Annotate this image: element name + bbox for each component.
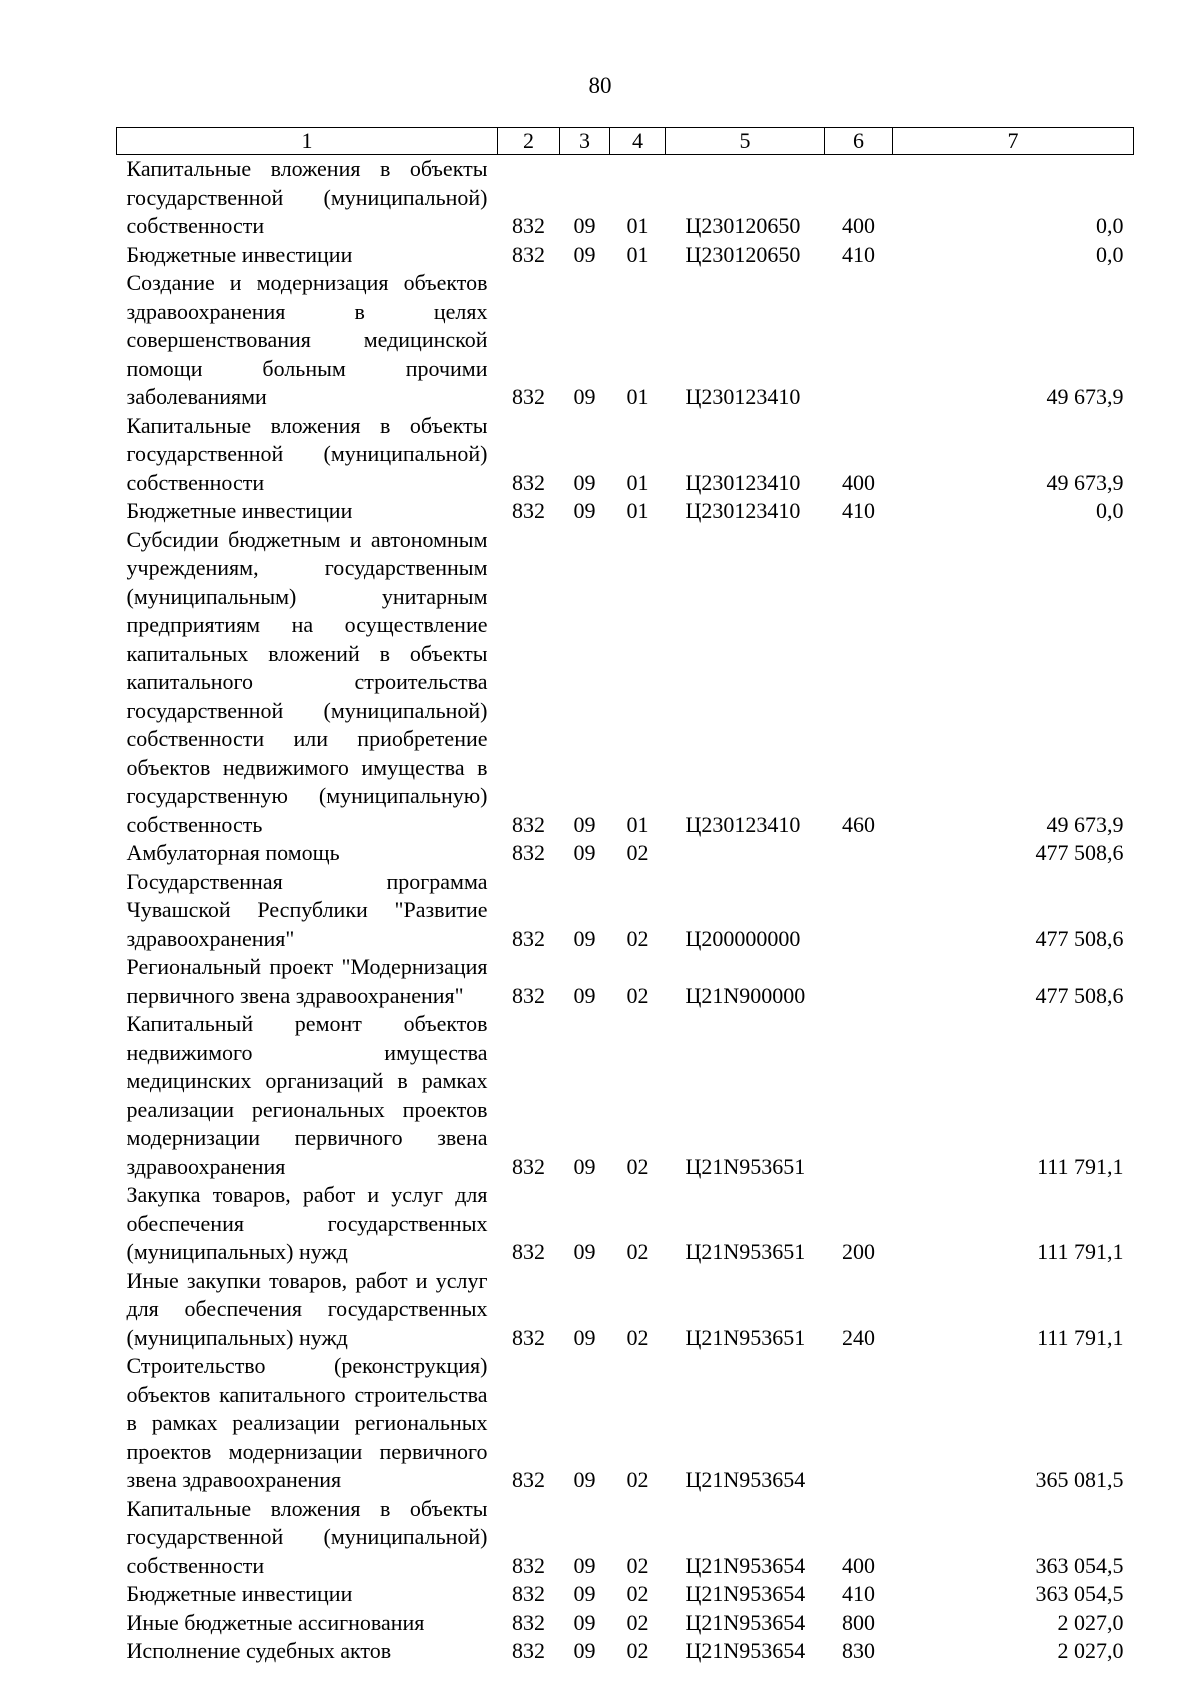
ministry-code-cell: 832 — [512, 811, 545, 837]
ministry-code-cell: 832 — [512, 213, 545, 238]
table-row — [117, 497, 1134, 526]
amount-cell: 477 508,6 — [1035, 982, 1124, 1008]
amount-cell: 111 791,1 — [1037, 1324, 1124, 1350]
amount-cell: 49 673,9 — [1046, 384, 1124, 409]
item-name-cell: Амбулаторная помощь — [126, 840, 340, 865]
section-code-cell: 09 — [573, 1467, 596, 1492]
expense-type-code-cell: 410 — [842, 498, 875, 523]
section-code-cell: 09 — [573, 925, 596, 951]
ministry-code-cell: 832 — [512, 498, 545, 523]
section-code-cell: 09 — [573, 384, 596, 409]
table-row — [117, 839, 1134, 868]
expense-type-code-cell: 830 — [842, 1638, 875, 1663]
target-article-code-cell: Ц21N953654 — [685, 1609, 806, 1635]
expense-type-code-cell: 460 — [842, 811, 875, 837]
amount-cell: 2 027,0 — [1057, 1609, 1124, 1635]
table-row — [117, 526, 1134, 840]
target-article-code-cell: Ц230123410 — [685, 811, 801, 837]
target-article-code-cell: Ц200000000 — [685, 925, 801, 951]
section-code-cell: 09 — [573, 1552, 596, 1578]
amount-cell: 49 673,9 — [1046, 811, 1124, 837]
column-header-1: 1 — [117, 128, 498, 155]
table-row — [117, 412, 1134, 498]
expense-type-code-cell — [825, 953, 893, 1010]
expense-type-code-cell: 410 — [842, 1581, 875, 1606]
item-name-cell: Бюджетные инвестиции — [126, 498, 353, 523]
subsection-code-cell: 02 — [626, 840, 649, 865]
ministry-code-cell: 832 — [512, 925, 545, 951]
subsection-code-cell: 02 — [626, 982, 649, 1008]
table-body — [117, 155, 1134, 1666]
ministry-code-cell: 832 — [512, 1324, 545, 1350]
section-code-cell: 09 — [573, 1638, 596, 1663]
table-row — [117, 868, 1134, 954]
item-name-cell: Закупка товаров, работ и услуг для обеспечения государственных (муниципальных) нужд — [126, 1182, 488, 1264]
table-row — [117, 953, 1134, 1010]
target-article-code-cell: Ц21N953654 — [685, 1581, 806, 1606]
amount-cell: 0,0 — [1096, 213, 1124, 238]
table-row — [117, 241, 1134, 270]
item-name-cell: Исполнение судебных актов — [126, 1638, 392, 1663]
section-code-cell: 09 — [573, 469, 596, 495]
subsection-code-cell: 02 — [626, 1153, 649, 1179]
table-row — [117, 269, 1134, 412]
section-code-cell: 09 — [573, 840, 596, 865]
target-article-code-cell: Ц21N900000 — [685, 982, 806, 1008]
amount-cell: 477 508,6 — [1035, 925, 1124, 951]
subsection-code-cell: 01 — [626, 384, 649, 409]
amount-cell: 111 791,1 — [1037, 1153, 1124, 1179]
ministry-code-cell: 832 — [512, 982, 545, 1008]
table-row — [117, 1495, 1134, 1581]
item-name-cell: Региональный проект "Модернизация первичного звена здравоохранения" — [126, 954, 488, 1008]
target-article-code-cell: Ц21N953651 — [685, 1153, 806, 1179]
target-article-code-cell: Ц230120650 — [685, 213, 801, 238]
section-code-cell: 09 — [573, 1153, 596, 1179]
item-name-cell: Бюджетные инвестиции — [126, 1581, 353, 1606]
table-row — [117, 1580, 1134, 1609]
target-article-code-cell: Ц21N953651 — [685, 1324, 806, 1350]
target-article-code-cell: Ц230120650 — [685, 241, 801, 267]
amount-cell: 363 054,5 — [1035, 1581, 1124, 1606]
ministry-code-cell: 832 — [512, 1153, 545, 1179]
target-article-code-cell: Ц21N953654 — [685, 1638, 806, 1663]
column-header-5: 5 — [666, 128, 825, 155]
column-header-4: 4 — [610, 128, 666, 155]
column-header-2: 2 — [498, 128, 560, 155]
section-code-cell: 09 — [573, 982, 596, 1008]
ministry-code-cell: 832 — [512, 1552, 545, 1578]
column-header-7: 7 — [893, 128, 1134, 155]
item-name-cell: Государственная программа Чувашской Республики "Развитие здравоохранения" — [126, 868, 488, 951]
table-row — [117, 1637, 1134, 1666]
ministry-code-cell: 832 — [512, 241, 545, 267]
target-article-code-cell: Ц21N953651 — [685, 1239, 806, 1264]
table-row — [117, 1010, 1134, 1181]
subsection-code-cell: 01 — [626, 241, 649, 267]
amount-cell: 0,0 — [1096, 241, 1124, 267]
item-name-cell: Субсидии бюджетным и автономным учреждениям, государственным (муниципальным) унитарным предприятиям на осуществление капитальных вложений в объекты капитального строительства государственной (муниципальной) собственности или приобретение объектов недвижимого имущества в государственную (муниципальную) собственность — [126, 526, 488, 837]
expense-type-code-cell — [825, 1352, 893, 1495]
section-code-cell: 09 — [573, 241, 596, 267]
item-name-cell: Бюджетные инвестиции — [126, 241, 353, 267]
expense-type-code-cell — [825, 868, 893, 954]
amount-cell: 49 673,9 — [1046, 469, 1124, 495]
expense-type-code-cell: 410 — [842, 241, 875, 267]
table-row — [117, 1352, 1134, 1495]
item-name-cell: Строительство (реконструкция) объектов капитального строительства в рамках реализации региональных проектов модернизации первичного звена здравоохранения — [126, 1353, 488, 1492]
expense-type-code-cell: 200 — [842, 1239, 875, 1264]
section-code-cell: 09 — [573, 1239, 596, 1264]
ministry-code-cell: 832 — [512, 1239, 545, 1264]
section-code-cell: 09 — [573, 811, 596, 837]
expense-type-code-cell: 800 — [842, 1609, 875, 1635]
budget-table — [116, 127, 1134, 1666]
section-code-cell: 09 — [573, 1581, 596, 1606]
item-name-cell: Капитальные вложения в объекты государственной (муниципальной) собственности — [126, 412, 488, 495]
section-code-cell: 09 — [573, 498, 596, 523]
amount-cell: 477 508,6 — [1035, 840, 1124, 865]
expense-type-code-cell — [825, 1010, 893, 1181]
ministry-code-cell: 832 — [512, 840, 545, 865]
item-name-cell: Иные бюджетные ассигнования — [126, 1609, 425, 1635]
amount-cell: 0,0 — [1096, 498, 1124, 523]
expense-type-code-cell — [825, 839, 893, 868]
target-article-code-cell — [666, 839, 825, 868]
expense-type-code-cell: 400 — [842, 469, 875, 495]
table-row — [117, 1267, 1134, 1353]
subsection-code-cell: 02 — [626, 1552, 649, 1578]
ministry-code-cell: 832 — [512, 1467, 545, 1492]
column-header-6: 6 — [825, 128, 893, 155]
subsection-code-cell: 01 — [626, 498, 649, 523]
table-row — [117, 155, 1134, 241]
target-article-code-cell: Ц21N953654 — [685, 1467, 806, 1492]
subsection-code-cell: 02 — [626, 1638, 649, 1663]
subsection-code-cell: 02 — [626, 1467, 649, 1492]
page-number: 80 — [588, 73, 612, 98]
section-code-cell: 09 — [573, 213, 596, 238]
target-article-code-cell: Ц230123410 — [685, 498, 801, 523]
section-code-cell: 09 — [573, 1324, 596, 1350]
subsection-code-cell: 02 — [626, 925, 649, 951]
amount-cell: 2 027,0 — [1057, 1638, 1124, 1663]
target-article-code-cell: Ц230123410 — [685, 469, 801, 495]
column-header-3: 3 — [560, 128, 610, 155]
item-name-cell: Капитальный ремонт объектов недвижимого имущества медицинских организаций в рамках реализации региональных проектов модернизации первичного звена здравоохранения — [126, 1011, 488, 1179]
item-name-cell: Иные закупки товаров, работ и услуг для обеспечения государственных (муниципальных) нужд — [126, 1267, 488, 1350]
ministry-code-cell: 832 — [512, 469, 545, 495]
subsection-code-cell: 02 — [626, 1324, 649, 1350]
expense-type-code-cell — [825, 269, 893, 412]
subsection-code-cell: 01 — [626, 469, 649, 495]
item-name-cell: Создание и модернизация объектов здравоохранения в целях совершенствования медицинской помощи больным прочими заболеваниями — [126, 270, 488, 409]
subsection-code-cell: 01 — [626, 213, 649, 238]
subsection-code-cell: 02 — [626, 1609, 649, 1635]
ministry-code-cell: 832 — [512, 1609, 545, 1635]
column-number-row — [117, 128, 1134, 155]
subsection-code-cell: 01 — [626, 811, 649, 837]
table-row — [117, 1609, 1134, 1638]
target-article-code-cell: Ц21N953654 — [685, 1552, 806, 1578]
section-code-cell: 09 — [573, 1609, 596, 1635]
table-row — [117, 1181, 1134, 1267]
ministry-code-cell: 832 — [512, 1638, 545, 1663]
subsection-code-cell: 02 — [626, 1239, 649, 1264]
item-name-cell: Капитальные вложения в объекты государственной (муниципальной) собственности — [126, 1495, 488, 1578]
amount-cell: 365 081,5 — [1035, 1467, 1124, 1492]
amount-cell: 363 054,5 — [1035, 1552, 1124, 1578]
expense-type-code-cell: 400 — [842, 213, 875, 238]
ministry-code-cell: 832 — [512, 384, 545, 409]
expense-type-code-cell: 400 — [842, 1552, 875, 1578]
expense-type-code-cell: 240 — [842, 1324, 875, 1350]
subsection-code-cell: 02 — [626, 1581, 649, 1606]
item-name-cell: Капитальные вложения в объекты государственной (муниципальной) собственности — [126, 156, 488, 238]
ministry-code-cell: 832 — [512, 1581, 545, 1606]
target-article-code-cell: Ц230123410 — [685, 384, 801, 409]
amount-cell: 111 791,1 — [1037, 1239, 1124, 1264]
